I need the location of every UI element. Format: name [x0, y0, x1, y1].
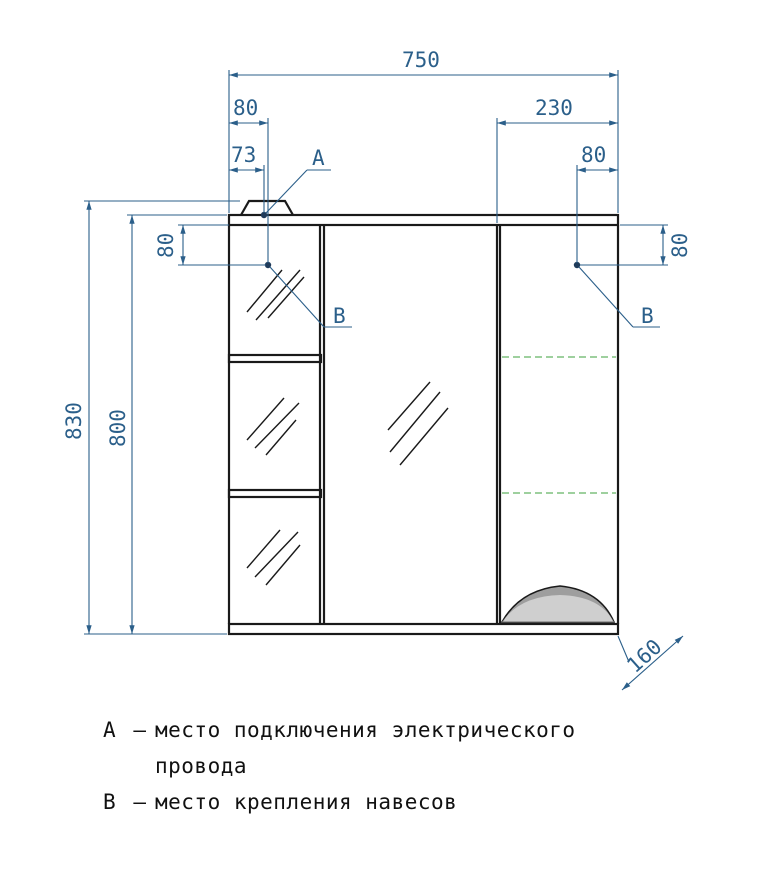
marker-a: A	[312, 146, 325, 170]
legend-text-b: место крепления навесов	[155, 790, 458, 814]
dim-right-vertical-offset: 80	[668, 232, 692, 258]
legend-dash-b: –	[133, 790, 147, 814]
dim-total-width: 750	[402, 48, 440, 72]
hidden-shelves	[502, 357, 616, 493]
legend-dash-a: –	[133, 718, 147, 742]
mount-points	[261, 212, 580, 268]
dim-right-offset: 80	[581, 143, 607, 167]
dim-left-offset-b: 73	[231, 143, 257, 167]
dim-right-section-width: 230	[535, 96, 573, 120]
dim-left-vertical-offset: 80	[154, 232, 178, 258]
bottom-cutout	[502, 586, 614, 622]
cabinet-outline	[229, 201, 618, 634]
dim-depth: 160	[622, 634, 667, 678]
dim-body-height: 800	[106, 409, 130, 447]
marker-b-left: B	[333, 304, 346, 328]
legend	[103, 712, 625, 820]
legend-row-b	[103, 784, 625, 820]
legend-key-a: A	[103, 718, 117, 742]
mirror-reflections	[247, 270, 448, 585]
dim-overall-height: 830	[62, 402, 86, 440]
legend-text-a: место подключения электрического провода	[155, 718, 576, 778]
legend-key-b: B	[103, 790, 117, 814]
legend-row-a	[103, 712, 625, 784]
marker-b-right: B	[641, 304, 654, 328]
dim-left-offset-a: 80	[233, 96, 259, 120]
